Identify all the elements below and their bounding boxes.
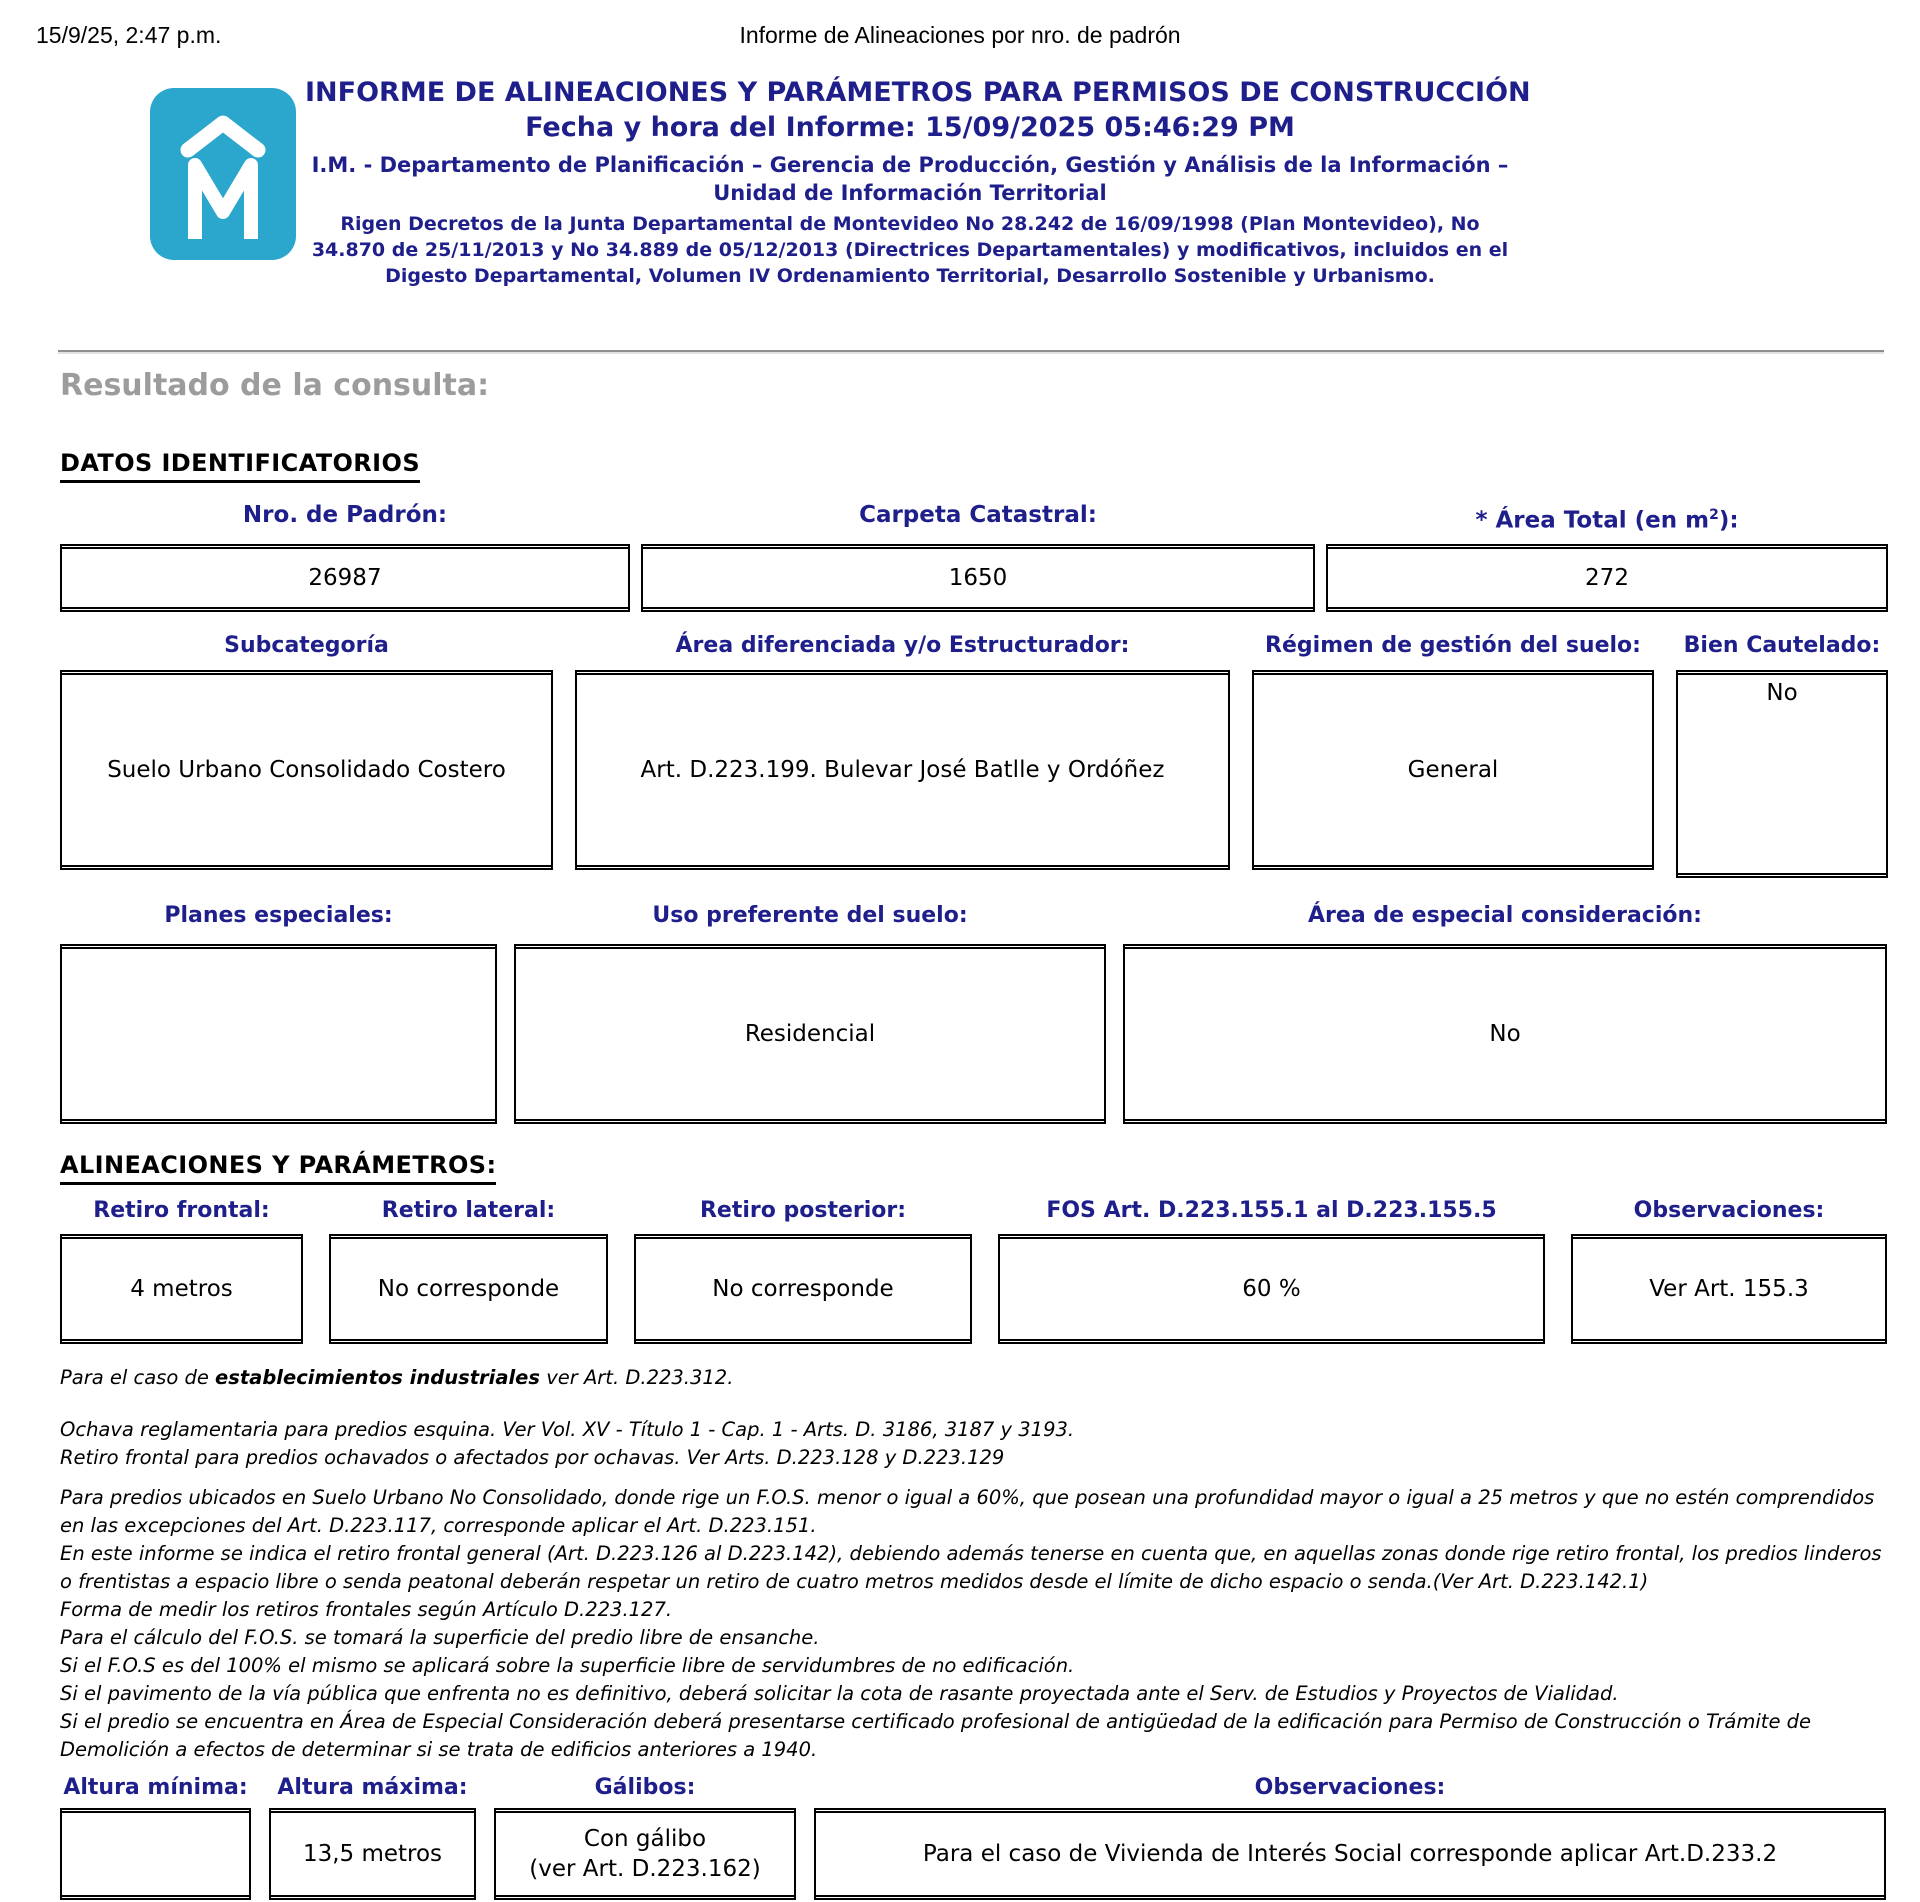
datos-row3-values (60, 944, 1888, 1124)
value-planes-especiales (60, 944, 497, 1124)
value-retiro-lateral: No corresponde (329, 1234, 608, 1344)
note-industrial-bold: establecimientos industriales (215, 1365, 540, 1389)
value-carpeta-catastral: 1650 (641, 544, 1315, 612)
label-observaciones: Observaciones: (1633, 1197, 1825, 1223)
section-title-datos: DATOS IDENTIFICATORIOS (60, 448, 1888, 483)
note-line: Si el pavimento de la vía pública que enfrenta no es definitivo, deberá solicitar la cota de rasante proyectada ante el Serv. de Estudios y Proyectos de Vialidad. (60, 1681, 1619, 1705)
value-observaciones: Ver Art. 155.3 (1571, 1234, 1887, 1344)
value-area-especial-consideracion: No (1123, 944, 1887, 1124)
value-uso-preferente: Residencial (514, 944, 1106, 1124)
alineaciones-values (60, 1234, 1888, 1344)
label-altura-maxima: Altura máxima: (277, 1774, 468, 1800)
label-retiro-lateral: Retiro lateral: (381, 1197, 556, 1223)
label-uso-preferente: Uso preferente del suelo: (652, 902, 968, 928)
value-area-diferenciada: Art. D.223.199. Bulevar José Batlle y Ordóñez (575, 670, 1230, 870)
note-line: Si el F.O.S es del 100% el mismo se aplicará sobre la superficie libre de servidumbres de no edificación. (60, 1653, 1075, 1677)
value-area-total: 272 (1326, 544, 1888, 612)
label-subcategoria: Subcategoría (224, 632, 389, 658)
report-header (0, 70, 1920, 294)
department-subtitle: I.M. - Departamento de Planificación – Gerencia de Producción, Gestión y Análisis de la Información – Unidad de Información Territorial (311, 153, 1509, 205)
intendencia-montevideo-logo-icon (150, 88, 296, 260)
label-galibos: Gálibos: (594, 1774, 696, 1800)
note-line: En este informe se indica el retiro frontal general (Art. D.223.126 al D.223.142), debiendo además tenerse en cuenta que, en aquellas zonas donde rige retiro frontal, los predios linderos o frentistas a espacio libre o senda peatonal deberán respetar un retiro de cuatro metros medidos desde el límite de dicho espacio o senda.(Ver Art. D.223.142.1) (60, 1541, 1882, 1593)
note-line: Si el predio se encuentra en Área de Especial Consideración deberá presentarse certificado profesional de antigüedad de la edificación para Permiso de Construcción o Trámite de Demolición a efectos de determinar si se trata de edificios anteriores a 1940. (60, 1709, 1812, 1761)
label-retiro-frontal: Retiro frontal: (93, 1197, 270, 1223)
label-area-especial-consideracion: Área de especial consideración: (1308, 902, 1702, 928)
label-alturas-observaciones: Observaciones: (1254, 1774, 1446, 1800)
label-bien-cautelado: Bien Cautelado: (1683, 632, 1881, 658)
datos-row1-values (60, 544, 1888, 612)
datos-row3-labels (60, 902, 1888, 930)
datos-row1-labels (60, 501, 1888, 535)
label-planes-especiales: Planes especiales: (164, 902, 393, 928)
value-retiro-posterior: No corresponde (634, 1234, 972, 1344)
value-altura-minima (60, 1808, 251, 1900)
decrees-note: Rigen Decretos de la Junta Departamental de Montevideo No 28.242 de 16/09/1998 (Plan Montevideo), No 34.870 de 25/11/2013 y No 34.889 de 05/12/2013 (Directrices Departamentales) y modificativos, incluidos en el Digesto Departamental, Volumen IV Ordenamiento Territorial, Desarrollo Sostenible y Urbanismo. (311, 213, 1509, 287)
alturas-labels (60, 1774, 1888, 1802)
print-doc-title: Informe de Alineaciones por nro. de padrón (739, 22, 1181, 48)
report-content (60, 448, 1888, 1900)
value-fos: 60 % (998, 1234, 1545, 1344)
note-line: Para el cálculo del F.O.S. se tomará la superficie del predio libre de ensanche. (60, 1625, 820, 1649)
datos-row2-values (60, 670, 1888, 878)
label-fos: FOS Art. D.223.155.1 al D.223.155.5 (1046, 1197, 1497, 1223)
section-title-alineaciones: ALINEACIONES Y PARÁMETROS: (60, 1150, 1888, 1185)
title-block (305, 70, 1531, 289)
print-meta-row (0, 0, 1920, 50)
value-regimen-gestion: General (1252, 670, 1654, 870)
notes-group-1 (60, 1416, 1888, 1472)
value-retiro-frontal: 4 metros (60, 1234, 303, 1344)
header-divider (58, 350, 1884, 354)
value-nro-padron: 26987 (60, 544, 630, 612)
datos-row2-labels (60, 632, 1888, 660)
notes-group-2 (60, 1484, 1888, 1764)
value-alturas-observaciones: Para el caso de Vivienda de Interés Social corresponde aplicar Art.D.233.2 (814, 1808, 1886, 1900)
label-nro-padron: Nro. de Padrón: (242, 502, 448, 528)
label-altura-minima: Altura mínima: (63, 1774, 248, 1800)
report-title: INFORME DE ALINEACIONES Y PARÁMETROS PARA PERMISOS DE CONSTRUCCIÓN (305, 77, 1531, 108)
label-retiro-posterior: Retiro posterior: (699, 1197, 907, 1223)
note-line: Forma de medir los retiros frontales según Artículo D.223.127. (60, 1597, 673, 1621)
label-area-total: * Área Total (en $m^2$): (1475, 507, 1739, 534)
label-area-diferenciada: Área diferenciada y/o Estructurador: (675, 632, 1130, 658)
report-datetime: Fecha y hora del Informe: 15/09/2025 05:46:29 PM (525, 112, 1295, 143)
label-regimen-gestion: Régimen de gestión del suelo: (1265, 632, 1641, 658)
value-galibos: Con gálibo (ver Art. D.223.162) (494, 1808, 796, 1900)
note-industrial: Para el caso de establecimientos industriales ver Art. D.223.312. (60, 1365, 734, 1389)
print-datetime: 15/9/25, 2:47 p.m. (36, 22, 222, 48)
superscript-2: 2 (1709, 507, 1719, 523)
alturas-values (60, 1808, 1888, 1900)
note-line: Ochava reglamentaria para predios esquina. Ver Vol. XV - Título 1 - Cap. 1 - Arts. D. 3186, 3187 y 3193. (60, 1417, 1075, 1441)
label-carpeta-catastral: Carpeta Catastral: (859, 502, 1097, 528)
value-subcategoria: Suelo Urbano Consolidado Costero (60, 670, 553, 870)
alineaciones-labels (60, 1197, 1888, 1225)
note-line: Para predios ubicados en Suelo Urbano No Consolidado, donde rige un F.O.S. menor o igual a 60%, que posean una profundidad mayor o igual a 25 metros y que no estén comprendidos en las excepciones del Art. D.223.117, corresponde aplicar el Art. D.223.151. (60, 1485, 1875, 1537)
note-line: Retiro frontal para predios ochavados o afectados por ochavas. Ver Arts. D.223.128 y D.223.129 (60, 1445, 1005, 1469)
value-bien-cautelado: No (1676, 670, 1888, 878)
result-heading: Resultado de la consulta: (60, 368, 490, 403)
value-altura-maxima: 13,5 metros (269, 1808, 476, 1900)
